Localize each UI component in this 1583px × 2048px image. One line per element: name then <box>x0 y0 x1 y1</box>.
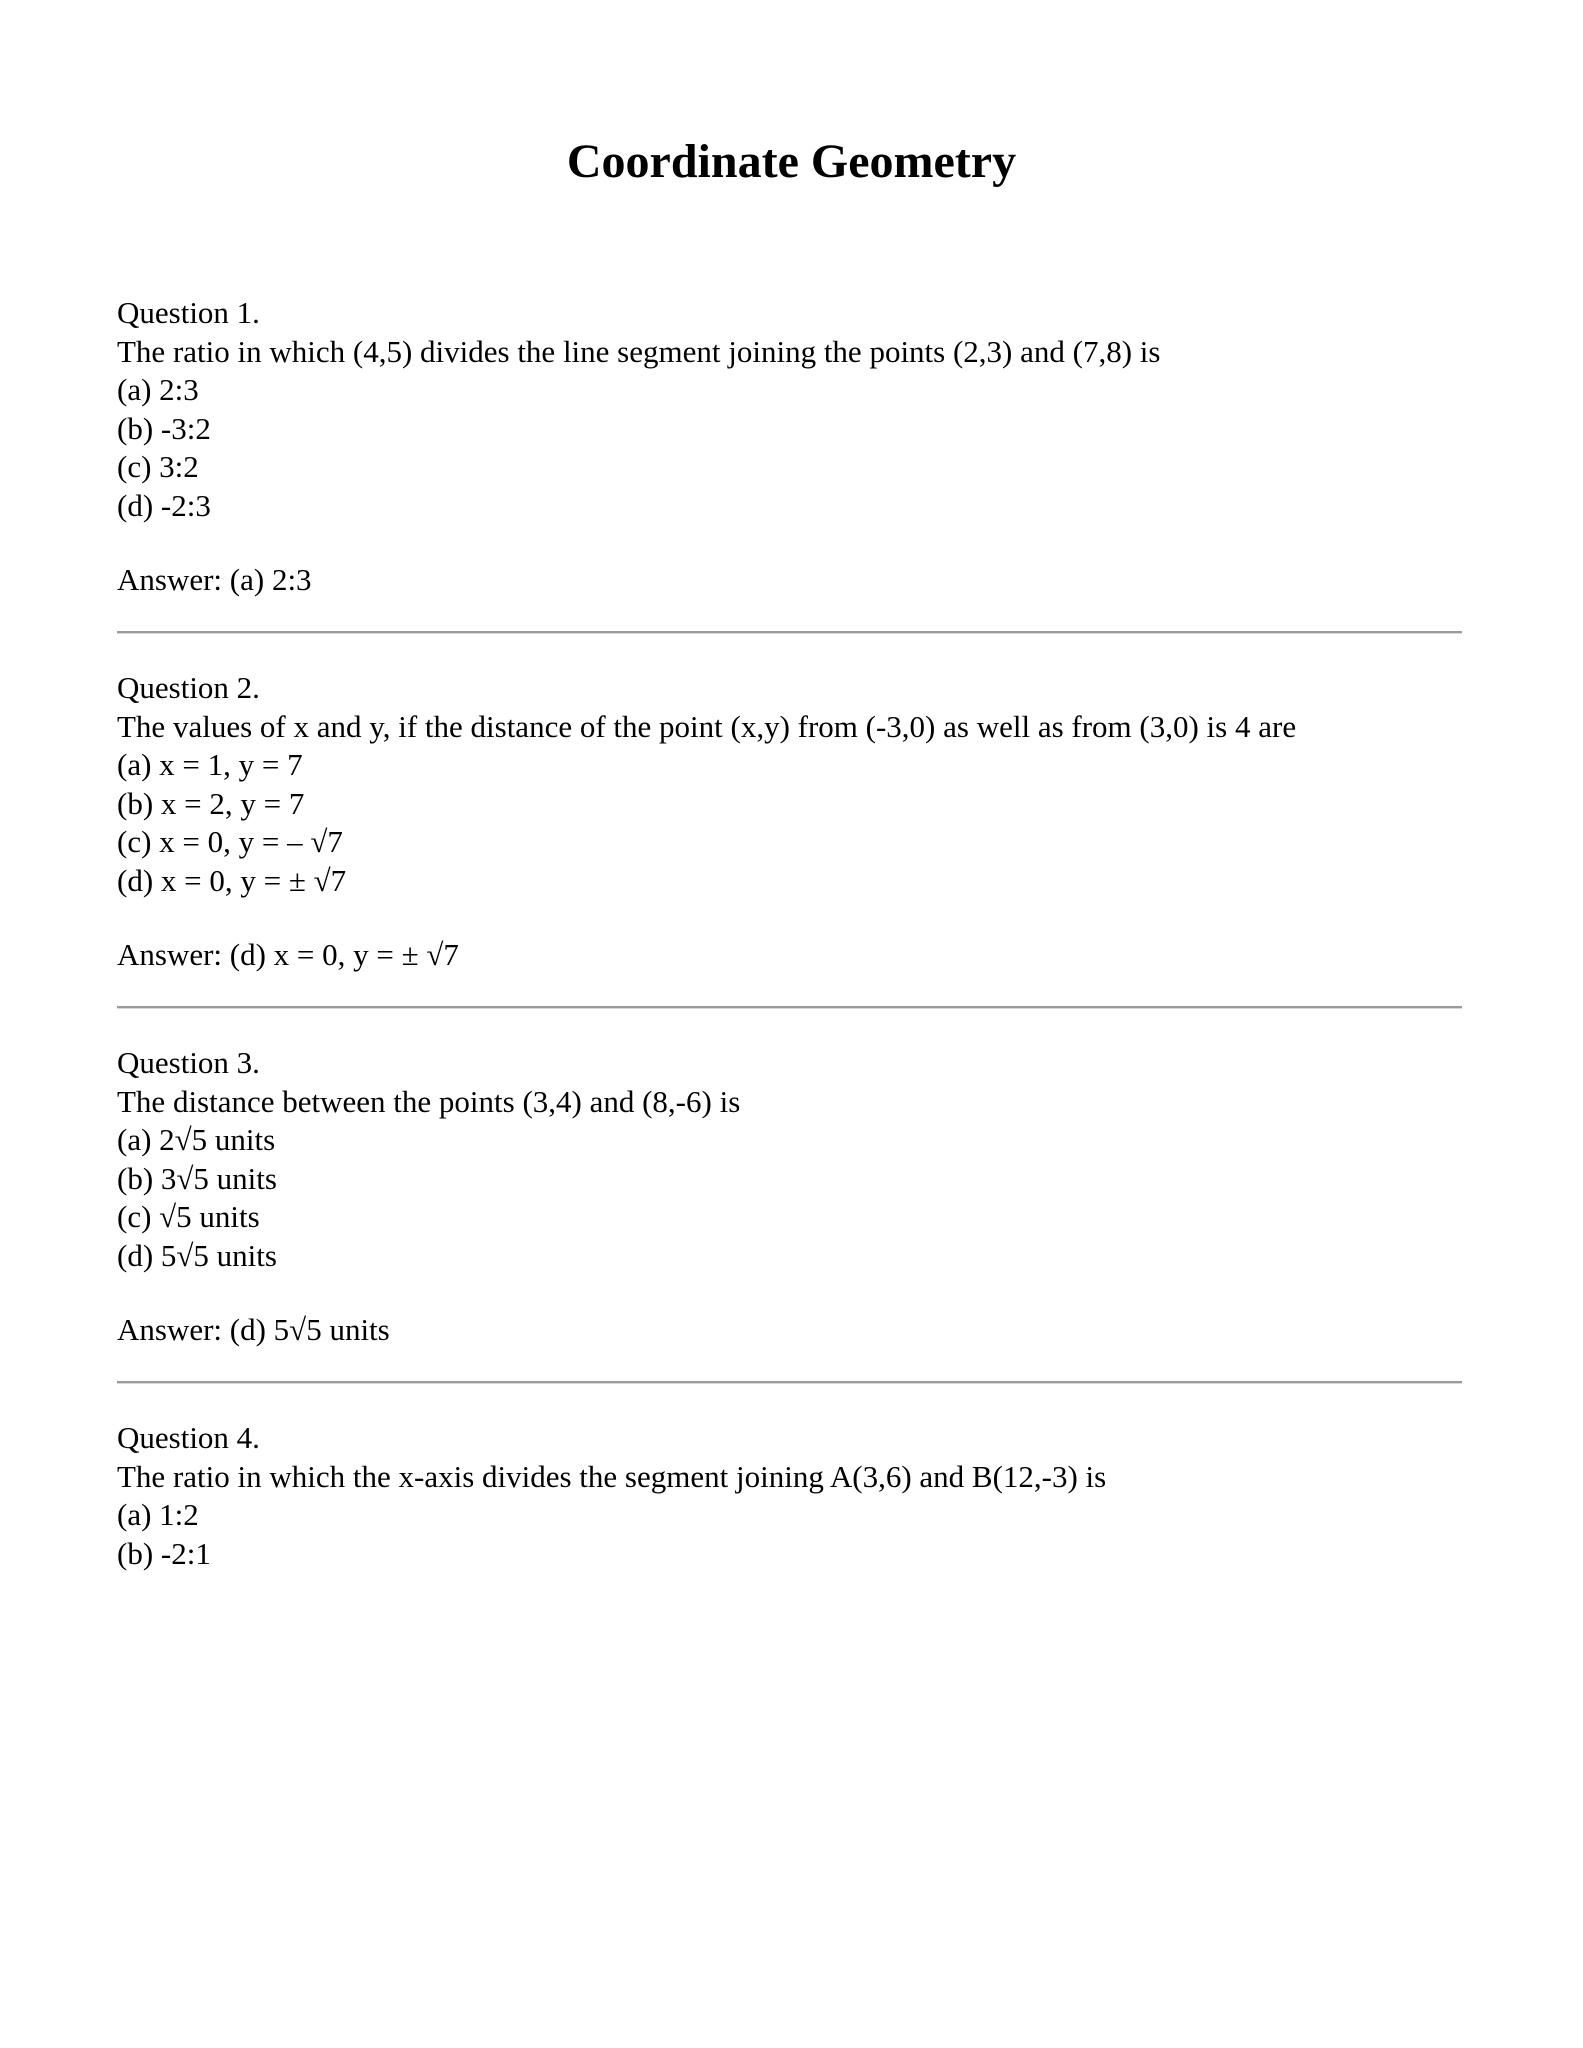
answer: Answer: (d) x = 0, y = ± √7 <box>117 937 459 972</box>
option-c: (c) √5 units <box>117 1199 260 1234</box>
option-a: (a) 1:2 <box>117 1497 199 1532</box>
question-heading: Question 1. <box>117 295 260 330</box>
option-d: (d) x = 0, y = ± √7 <box>117 862 347 898</box>
divider <box>117 631 1462 634</box>
question-text: The ratio in which (4,5) divides the line segment joining the points (2,3) and (7,8) is <box>117 333 1161 369</box>
option-b: (b) 3√5 units <box>117 1160 277 1196</box>
question-text: The values of x and y, if the distance of the point (x,y) from (-3,0) as well as from (3,0) is 4 are <box>117 708 1297 744</box>
divider <box>117 1006 1462 1009</box>
option-d: (d) -2:3 <box>117 487 211 523</box>
option-b: (b) -3:2 <box>117 410 211 446</box>
option-c: (c) 3:2 <box>117 449 199 484</box>
question-text: The distance between the points (3,4) and (8,-6) is <box>117 1083 741 1119</box>
question-heading: Question 2. <box>117 670 260 705</box>
answer: Answer: (d) 5√5 units <box>117 1312 390 1347</box>
question-heading: Question 4. <box>117 1420 260 1455</box>
option-c: (c) x = 0, y = – √7 <box>117 824 343 859</box>
question-2 <box>117 669 1477 975</box>
divider <box>117 1381 1462 1384</box>
question-text: The ratio in which the x-axis divides the segment joining A(3,6) and B(12,-3) is <box>117 1458 1107 1494</box>
page-title: Coordinate Geometry <box>566 135 1017 188</box>
question-heading: Question 3. <box>117 1045 260 1080</box>
option-a: (a) x = 1, y = 7 <box>117 747 303 782</box>
option-b: (b) x = 2, y = 7 <box>117 785 305 821</box>
option-a: (a) 2√5 units <box>117 1122 276 1157</box>
option-a: (a) 2:3 <box>117 372 199 407</box>
question-4 <box>117 1419 1477 1573</box>
option-b: (b) -2:1 <box>117 1535 211 1571</box>
answer: Answer: (a) 2:3 <box>117 562 312 597</box>
question-1 <box>117 294 1477 600</box>
option-d: (d) 5√5 units <box>117 1237 277 1273</box>
question-3 <box>117 1044 1477 1350</box>
